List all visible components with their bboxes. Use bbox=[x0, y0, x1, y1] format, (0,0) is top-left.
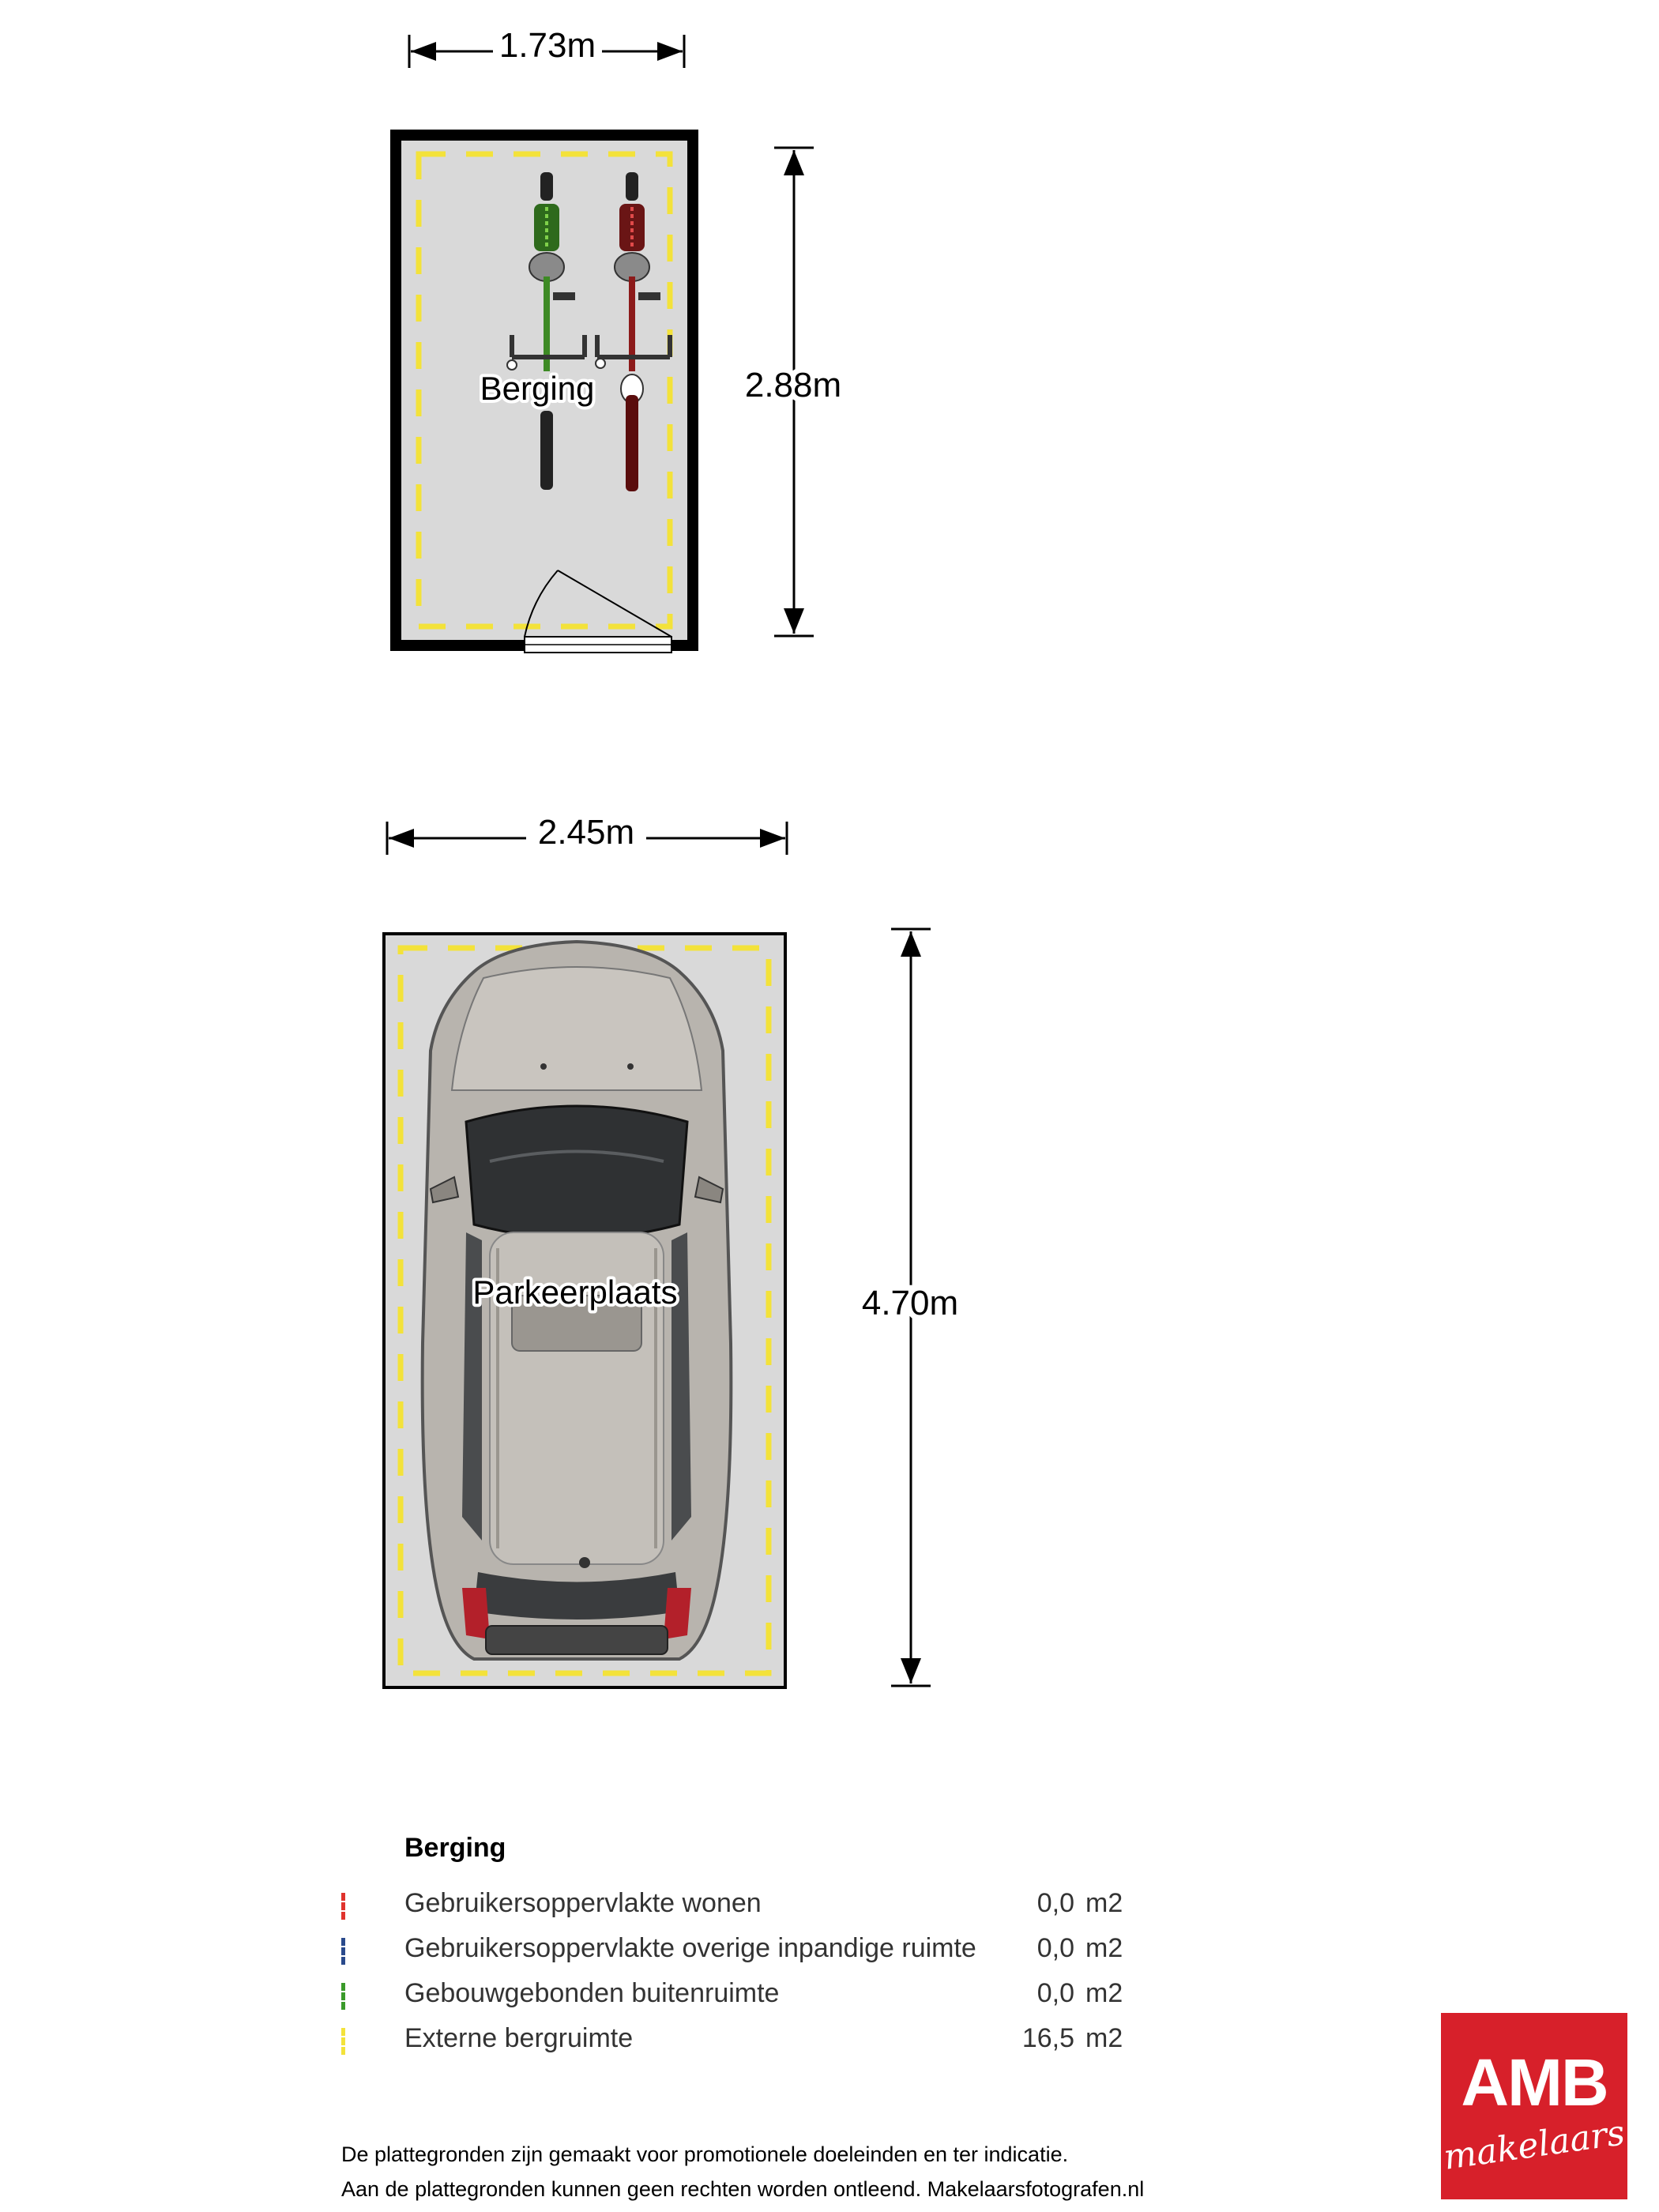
storage-width-dimension bbox=[409, 26, 684, 68]
legend-swatch-yellow bbox=[341, 2028, 350, 2055]
parking-width-dimension bbox=[387, 813, 787, 855]
logo-main-text: AMB bbox=[1461, 2045, 1608, 2120]
parking-space bbox=[384, 934, 785, 1687]
storage-width-label: 1.73m bbox=[498, 26, 596, 65]
disclaimer bbox=[341, 2137, 1144, 2206]
legend-row: Gebruikersoppervlakte wonen 0,0 m2 bbox=[332, 1888, 1122, 1928]
legend-title: Berging bbox=[404, 1833, 506, 1863]
legend-swatch-red bbox=[341, 1893, 350, 1920]
amb-makelaars-logo bbox=[1441, 2013, 1627, 2199]
storage-depth-dimension bbox=[745, 148, 841, 636]
disclaimer-line: Aan de plattegronden kunnen geen rechten worden ontleend. Makelaarsfotografen.nl bbox=[341, 2177, 1145, 2201]
logo-sub-text: makelaars bbox=[1441, 2112, 1627, 2178]
storage-room bbox=[390, 130, 698, 653]
legend-row: Gebruikersoppervlakte overige inpandige ruimte 0,0 m2 bbox=[332, 1933, 1122, 1973]
parking-depth-dimension bbox=[862, 929, 958, 1686]
parking-width-label: 2.45m bbox=[537, 813, 635, 852]
legend-row: Externe bergruimte 16,5 m2 bbox=[332, 2023, 1122, 2063]
legend-row: Gebouwgebonden buitenruimte 0,0 m2 bbox=[332, 1978, 1122, 2018]
storage-room-label: Berging bbox=[480, 370, 595, 407]
parking-depth-label: 4.70m bbox=[861, 1284, 959, 1322]
legend-swatch-green bbox=[341, 1983, 350, 2010]
legend-swatch-blue bbox=[341, 1938, 350, 1965]
parking-room-label: Parkeerplaats bbox=[472, 1273, 678, 1311]
disclaimer-line: De plattegronden zijn gemaakt voor promotionele doeleinden en ter indicatie. bbox=[341, 2142, 1069, 2166]
storage-depth-label: 2.88m bbox=[744, 366, 842, 404]
